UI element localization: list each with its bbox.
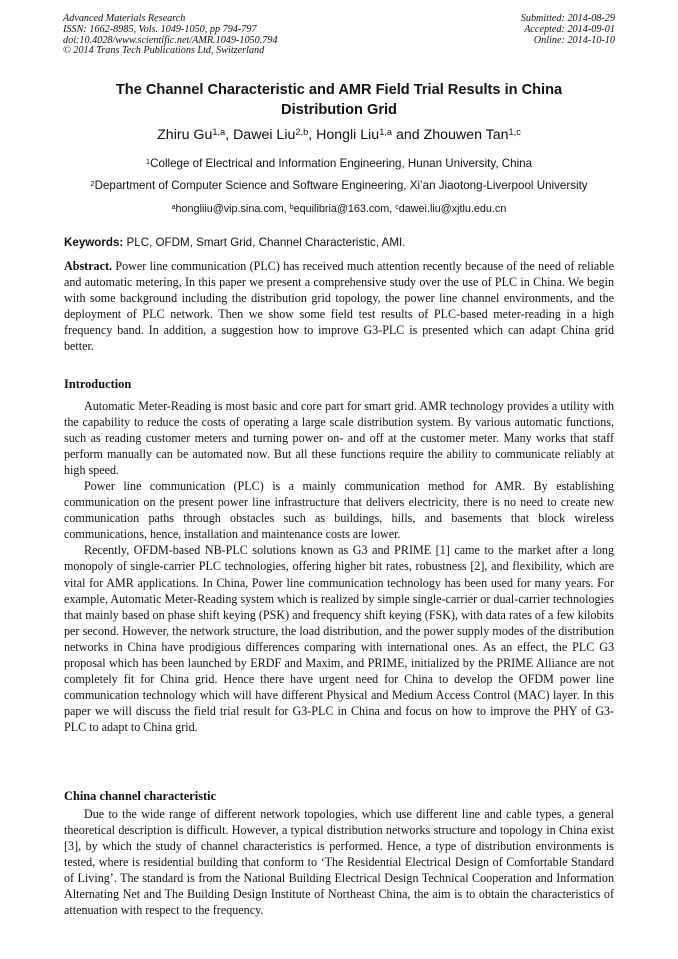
affiliation-text: Department of Computer Science and Software Engineering, Xi’an Jiaotong-Liverpool University [94,179,588,192]
affiliation-1 [30,157,648,171]
abstract [64,258,614,354]
paragraph: Recently, OFDM-based NB-PLC solutions known as G3 and PRIME [1] came to the market after a long monopoly of single-carrier PLC technologies, offering higher bit rates, robustness [2], and flexibility, which are vital for AMR applications. In China, Power line communication technology has been used for many years. For example, Automatic Meter-Reading system which is realized by simple single-carrier or dual-carrier technologies that mainly based on phase shift keying (PSK) and frequency shift keying (FSK), with data rates of a few kilobits per second. However, the network structure, the load distribution, and the power supply modes of the distribution networks in China have prodigious differences comparing with international ones. As an effect, the PLC G3 proposal which has been launched by ERDF and Maxim, and PRIME, initialized by the PRIME Alliance are not completely fit for China grid. Hence there have urgent need for China to develop the OFDM power line communication technology which will have different Physical and Medium Access Control (MAC) layer. In this paper we will discuss the field trial result for G3-PLC in China and focus on how to improve the PHY of G3-PLC to adapt to China grid. [64,543,614,734]
email-address: dawei.liu@xjtlu.edu.cn [398,203,507,215]
title-line-2: Distribution Grid [281,102,397,118]
submitted-date: Submitted: 2014-08-29 [520,13,615,24]
email-mark: b [289,203,294,211]
abstract-label: Abstract. [64,259,113,273]
introduction-body [64,398,614,735]
affiliation-mark: 2 [90,178,95,188]
author-separator: , [225,127,234,143]
email-mark: a [171,203,176,211]
paragraph: Automatic Meter-Reading is most basic and core part for smart grid. AMR technology provides a utility with the capability to reduce the costs of operating a large scale distribution system. By various automatic functions, such as reading customer meters and turning power on- and off at the customer meter. Many works that staff perform manually can be automated now. But all these functions require the ability to communicate reliably at high speed. [64,399,614,478]
email-separator: , [389,203,396,215]
author-name: Dawei Liu [233,127,296,143]
affiliation-mark: 1 [145,156,151,166]
section-heading-china-channel: China channel characteristic [64,789,217,803]
author-superscript: 1,a [379,126,393,137]
copyright-line: © 2014 Trans Tech Publications Ltd, Switzerland [63,45,265,57]
paper-title [70,80,608,120]
journal-header-right [521,14,615,46]
author-emails [30,202,648,216]
keywords-label: Keywords: [64,236,124,249]
online-date: Online: 2014-10-10 [533,34,615,46]
email-address: equilibria@163.com [293,203,390,215]
abstract-text: Power line communication (PLC) has received much attention recently because of the need of reliable and automatic metering, In this paper we present a comprehensive study over the use of PLC in China. We begin with some background including the distribution grid topology, the power line channel environments, and the deployment of PLC network. Then we show some field test results of PLC-based meter-reading in a high frequency band. In addition, a suggestion how to improve G3-PLC is presented which can adapt China grid better. [64,259,614,354]
journal-name: Advanced Materials Research [63,13,186,24]
author-separator: and [392,127,424,143]
keywords [64,236,614,250]
email-mark: c [395,203,399,211]
author-separator: , [308,127,317,143]
author-name: Zhouwen Tan [423,127,509,143]
email-separator: , [283,203,290,215]
author-name: Zhiru Gu [157,127,213,143]
keywords-text: PLC, OFDM, Smart Grid, Channel Characteristic, AMI. [126,236,406,249]
paragraph: Power line communication (PLC) is a mainly communication method for AMR. By establishing communication on the present power line infrastructure that delivers electricity, there is no need to create new communication paths through obstacles such as buildings, hills, and basements that block wireless communications, hence, installation and maintenance costs are lower. [64,479,614,542]
accepted-date: Accepted: 2014-09-01 [524,23,615,35]
author-superscript: 2,b [295,126,309,137]
paragraph: Due to the wide range of different network topologies, which use different line and cable types, a general theoretical description is difficult. However, a typical distribution networks structure and topology in China exist [3], by which the study of channel characteristics is performed. Hence, a type of distribution environments is tested, where is residential building that conform to ‘The Residential Electrical Design of Comfortable Standard of Living’. The standard is from the National Building Electrical Design Technical Cooperation and Information Alternating Net and The Building Design Institute of Northeast China, the aim is to obtain the characteristics of attenuation with respect to the frequency. [64,807,614,918]
author-name: Hongli Liu [316,127,380,143]
issn-line: ISSN: 1662-8985, Vols. 1049-1050, pp 794-797 [63,23,257,35]
author-list [40,126,638,144]
affiliation-2 [30,179,648,193]
author-superscript: 1,c [508,126,521,137]
author-superscript: 1,a [212,126,226,137]
doi-line: doi:10.4028/www.scientific.net/AMR.1049-1050.794 [63,34,278,46]
journal-header-left [63,14,278,57]
china-channel-body [64,806,614,918]
affiliation-text: College of Electrical and Information Engineering, Hunan University, China [150,157,533,170]
section-heading-introduction: Introduction [64,377,132,391]
title-line-1: The Channel Characteristic and AMR Field Trial Results in China [115,82,563,98]
email-address: hongliiu@vip.sina.com [175,203,284,215]
